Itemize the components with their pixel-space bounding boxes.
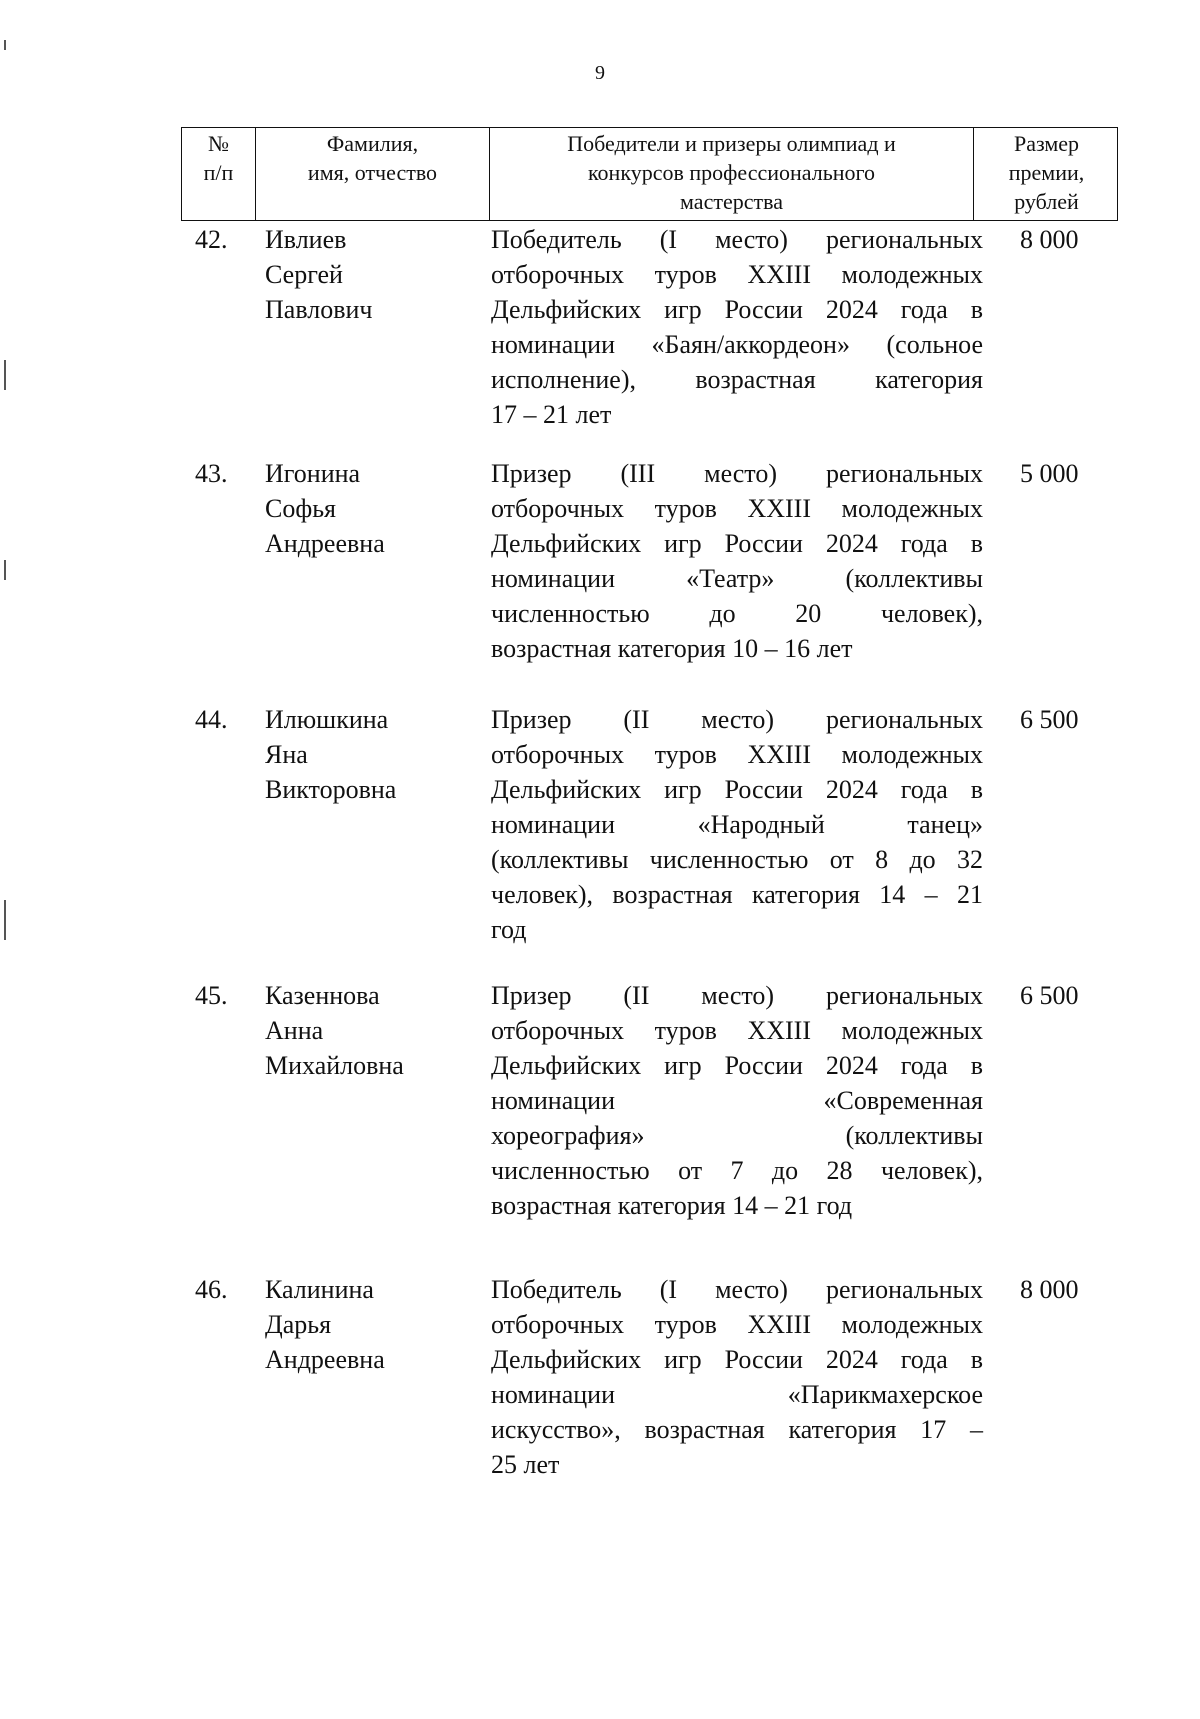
row-description: Победитель (I место) региональных отборочных туров XXIII молодежных Дельфийских игр России 2024 года в номинации «Парикмахерское искусство», возрастная категория 17 – 25 лет bbox=[491, 1275, 983, 1479]
row-description: Призер (III место) региональных отборочных туров XXIII молодежных Дельфийских игр России 2024 года в номинации «Театр» (коллективы численностью до 20 человек), возрастная категория 10 – 16 лет bbox=[491, 459, 983, 663]
row-number: 44. bbox=[195, 705, 228, 734]
header-amount: Размер премии, рублей bbox=[1008, 131, 1085, 214]
row-description: Призер (II место) региональных отборочных туров XXIII молодежных Дельфийских игр России 2024 года в номинации «Современная хореография» (коллективы численностью от 7 до 28 человек), возрастная категория 14 – 21 год bbox=[491, 981, 983, 1220]
row-amount: 6 500 bbox=[1020, 705, 1079, 734]
row-description: Призер (II место) региональных отборочных туров XXIII молодежных Дельфийских игр России 2024 года в номинации «Народный танец» (коллективы численностью от 8 до 32 человек), возрастная категория 14 – 21 год bbox=[491, 705, 983, 944]
page-number: 9 bbox=[595, 62, 605, 84]
row-fio: Илюшкина Яна Викторовна bbox=[265, 705, 397, 804]
row-fio: Ивлиев Сергей Павлович bbox=[265, 225, 373, 324]
scan-artifact bbox=[4, 560, 6, 580]
header-description: Победители и призеры олимпиад и конкурсов профессионального мастерства bbox=[490, 128, 974, 220]
row-number: 46. bbox=[195, 1275, 228, 1304]
row-fio: Казеннова Анна Михайловна bbox=[265, 981, 404, 1080]
header-fio: Фамилия, имя, отчество bbox=[256, 128, 490, 220]
row-amount: 5 000 bbox=[1020, 459, 1079, 488]
row-amount: 8 000 bbox=[1020, 225, 1079, 254]
scan-artifact bbox=[4, 360, 6, 390]
row-description: Победитель (I место) региональных отборочных туров XXIII молодежных Дельфийских игр России 2024 года в номинации «Баян/аккордеон» (сольное исполнение), возрастная категория 17 – 21 лет bbox=[491, 225, 983, 429]
scan-artifact bbox=[4, 900, 6, 940]
row-amount: 8 000 bbox=[1020, 1275, 1079, 1304]
row-fio: Игонина Софья Андреевна bbox=[265, 459, 385, 558]
header-number: № п/п bbox=[182, 128, 256, 220]
row-fio: Калинина Дарья Андреевна bbox=[265, 1275, 385, 1374]
row-number: 45. bbox=[195, 981, 228, 1010]
row-number: 43. bbox=[195, 459, 228, 488]
row-amount: 6 500 bbox=[1020, 981, 1079, 1010]
row-number: 42. bbox=[195, 225, 228, 254]
table-header bbox=[181, 127, 1118, 221]
scan-artifact bbox=[4, 40, 6, 50]
